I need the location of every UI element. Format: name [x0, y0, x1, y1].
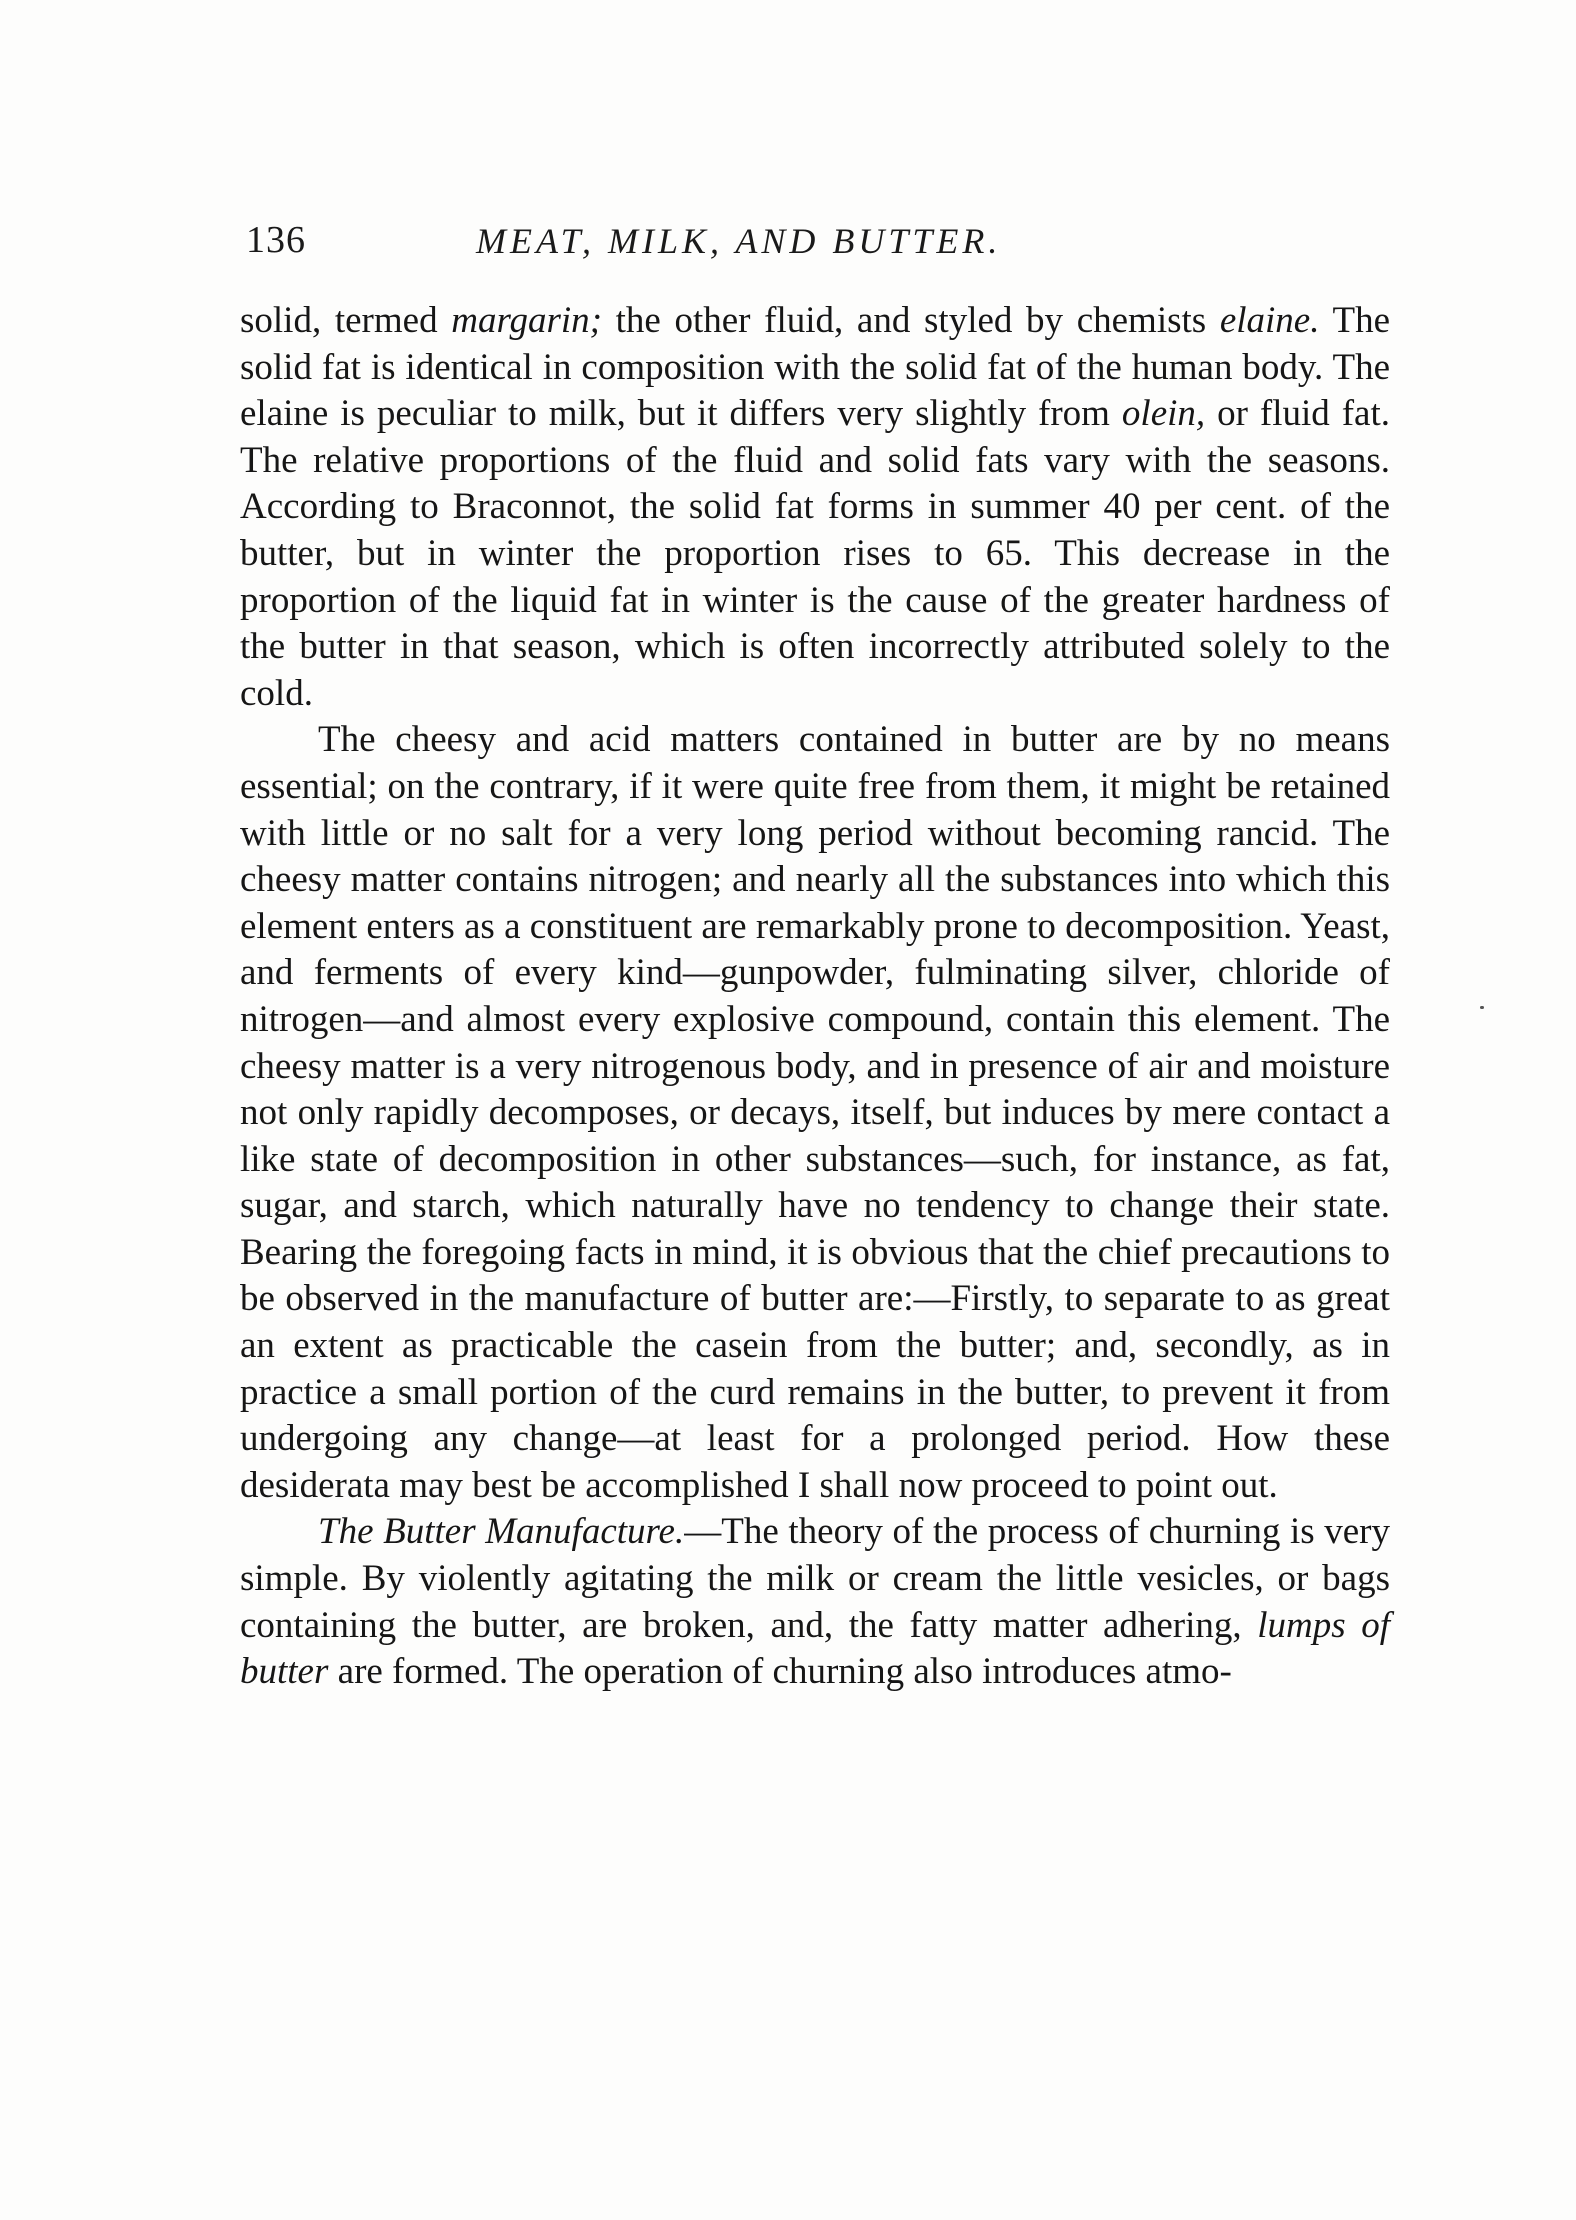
- text-segment: —The theory of the process of churning is very simple. By violently agitating the milk or cream the little vesicles, or bags containing the butter, are broken, and, the fatty matter adhering,: [240, 1511, 1390, 1646]
- italic-phrase-lumps-of-butter: lumps of butter: [240, 1604, 1391, 1693]
- print-speck: [1480, 1006, 1484, 1009]
- text-segment: are formed. The operation of churning also introduces atmo-: [328, 1651, 1232, 1693]
- page-number: 136: [246, 219, 306, 261]
- paragraph-1: [240, 298, 1390, 717]
- text-segment: or fluid fat. The relative proportions of the fluid and solid fats vary with the seasons. According to Braconnot, the solid fat forms in summer 40 per cent. of the butter, but in winter the proportion rises to 65. This decrease in the proportion of the liquid fat in winter is the cause of the greater hardness of the butter in that season, which is often incorrectly attributed solely to the cold.: [240, 393, 1390, 714]
- body-text: [240, 298, 1390, 1696]
- page-header: [246, 218, 1396, 278]
- text-segment: solid, termed: [240, 300, 452, 341]
- text-segment: The solid fat is identical in composition with the solid fat of the human body. The elaine is peculiar to milk, but it differs very slightly from: [240, 300, 1390, 435]
- section-heading-butter-manufacture: The Butter Manufacture.: [318, 1511, 685, 1553]
- text-segment: the other fluid, and styled by chemists: [601, 300, 1220, 341]
- running-title: MEAT, MILK, AND BUTTER.: [476, 221, 1002, 261]
- paragraph-2: [240, 717, 1390, 1509]
- paragraph-3: [240, 1509, 1390, 1695]
- italic-term-olein: olein,: [1121, 393, 1206, 435]
- italic-term-elaine: elaine.: [1219, 300, 1320, 341]
- text-segment: The cheesy and acid matters contained in butter are by no means essential; on the contrary, if it were quite free from them, it might be retained with little or no salt for a very long period without becoming rancid. The cheesy matter contains nitrogen; and nearly all the substances into which this element enters as a constituent are remarkably prone to decomposition. Yeast, and ferments of every kind—gunpowder, fulminating silver, chloride of nitrogen—and almost every explosive compound, contain this element. The cheesy matter is a very nitrogenous body, and in presence of air and moisture not only rapidly decomposes, or decays, itself, but induces by mere contact a like state of decomposition in other substances—such, for instance, as fat, sugar, and starch, which naturally have no tendency to change their state. Bearing the foregoing facts in mind, it is obvious that the chief precautions to be observed in the manufacture of butter are:—Firstly, to separate to as great an extent as practicable the casein from the butter; and, secondly, as in practice a small portion of the curd remains in the butter, to prevent it from undergoing any change—at least for a prolonged period. How these desiderata may best be accomplished I shall now proceed to point out.: [240, 719, 1390, 1506]
- italic-term-margarin: margarin;: [451, 300, 602, 341]
